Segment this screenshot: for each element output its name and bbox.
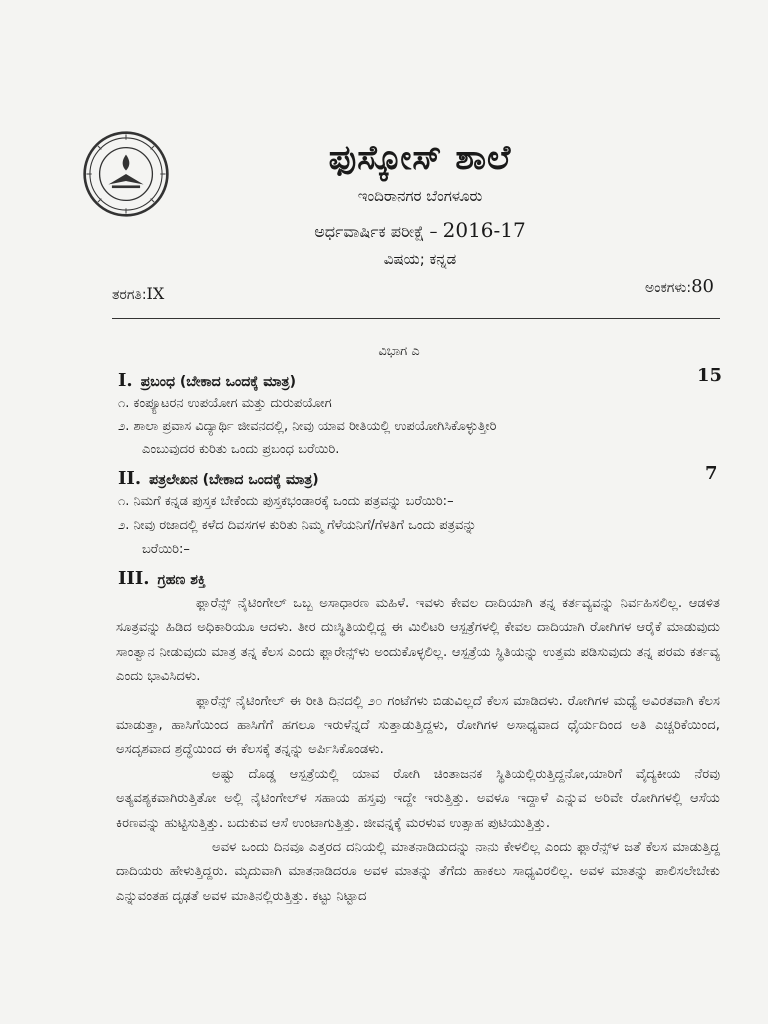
- question-number: II.: [118, 468, 142, 489]
- question-title: ಗ್ರಹಣ ಶಕ್ತಿ: [157, 572, 206, 588]
- school-seal-icon: [82, 130, 170, 218]
- passage-paragraph: ಫ್ಲಾರೆನ್ಸ್ ನೈಟಿಂಗೇಲ್ ಈ ರೀತಿ ದಿನದಲ್ಲಿ ೨೦ ಗಂಟೆಗಳು ಬಿಡುವಿಲ್ಲದೆ ಕೆಲಸ ಮಾಡಿದಳು. ರೋಗಿಗಳ ಮಧ್ಯೆ ಅವಿರತವಾಗಿ ಕೆಲಸ ಮಾಡುತ್ತಾ, ಹಾಸಿಗೆಯಿಂದ ಹಾಸಿಗೆಗೆ ಹಗಲೂ ಇರುಳೆನ್ನದೆ ಸುತ್ತಾಡುತ್ತಿದ್ದಳು, ರೋಗಿಗಳ ಅಸಾಧ್ಯವಾದ ಧೈರ್ಯದಿಂದ ಅತಿ ಎಚ್ಚರಿಕೆಯಿಂದ, ಅಸದೃಶವಾದ ಶ್ರದ್ಧೆಯಿಂದ ಈ ಕೆಲಸಕ್ಕೆ ತನ್ನನ್ನು ಅರ್ಪಿಸಿಕೊಂಡಳು.: [116, 693, 720, 758]
- class-label: ತರಗತಿ:: [112, 287, 147, 303]
- question-2-heading: [118, 468, 319, 489]
- question-number: I.: [118, 370, 133, 391]
- question-title: ಪತ್ರಲೇಖನ (ಬೇಕಾದ ಒಂದಕ್ಕೆ ಮಾತ್ರ): [149, 472, 319, 488]
- question-1-marks: 15: [697, 365, 723, 386]
- marks-value: 80: [691, 276, 714, 297]
- class-value: IX: [146, 284, 165, 303]
- school-name: ಫುಸ್ಕೋಸ್ ಶಾಲೆ: [328, 138, 512, 178]
- class-info: [112, 284, 164, 303]
- passage-paragraph: ಫ್ಲಾರೆನ್ಸ್ ನೈಟಿಂಗೇಲ್ ಒಬ್ಬ ಅಸಾಧಾರಣ ಮಹಿಳೆ. ಇವಳು ಕೇವಲ ದಾದಿಯಾಗಿ ತನ್ನ ಕರ್ತವ್ಯವನ್ನು ನಿರ್ವಹಿಸಲಿಲ್ಲ. ಆಡಳಿತ ಸೂತ್ರವನ್ನು ಹಿಡಿದ ಅಧಿಕಾರಿಯೂ ಆದಳು. ತೀರ ದುಃಸ್ಥಿತಿಯಲ್ಲಿದ್ದ ಈ ಮಿಲಿಟರಿ ಆಸ್ಪತ್ರೆಗಳಲ್ಲಿ ಕೇವಲ ದಾದಿಯಾಗಿ ರೋಗಿಗಳ ಆರೈಕೆ ಮಾಡುವುದು ಸಾಂತ್ವಾನ ನೀಡುವುದು ಮಾತ್ರ ತನ್ನ ಕೆಲಸ ಎಂದು ಫ್ಲಾರೇನ್ಸ್‌ಳು ಅಂದುಕೊಳ್ಳಲಿಲ್ಲ. ಆಸ್ಪತ್ರೆಯ ಸ್ಥಿತಿಯನ್ನು ಉತ್ತಮ ಪಡಿಸುವುದು ತನ್ನ ಪರಮ ಕರ್ತವ್ಯ ಎಂದು ಭಾವಿಸಿದಳು.: [116, 596, 720, 685]
- question-2-marks: 7: [705, 463, 718, 484]
- list-item: ೧. ಕಂಪ್ಯೂಟರನ ಉಪಯೋಗ ಮತ್ತು ದುರುಪಯೋಗ: [118, 396, 332, 411]
- exam-name: ಅರ್ಧವಾರ್ಷಿಕ ಪರೀಕ್ಷೆ –: [314, 222, 438, 241]
- passage-paragraph: ಅವಳ ಒಂದು ದಿನವೂ ಎತ್ತರದ ದನಿಯಲ್ಲಿ ಮಾತನಾಡಿದುದನ್ನು ನಾನು ಕೇಳಲಿಲ್ಲ ಎಂದು ಫ್ಲಾರೆನ್ಸ್‌ಳ ಜತೆ ಕೆಲಸ ಮಾಡುತ್ತಿದ್ದ ದಾದಿಯರು ಹೇಳುತ್ತಿದ್ದರು. ಮೃದುವಾಗಿ ಮಾತನಾಡಿದರೂ ಅವಳ ಮಾತನ್ನು ತೆಗೆದು ಹಾಕಲು ಸಾಧ್ಯವಿರಲಿಲ್ಲ. ಅವಳ ಮಾತನ್ನು ಪಾಲಿಸಲೇಬೇಕು ಎನ್ನುವಂತಹ ದೃಢತೆ ಅವಳ ಮಾತಿನಲ್ಲಿರುತ್ತಿತ್ತು. ಕಟ್ಟು ನಿಟ್ಟಾದ: [116, 840, 720, 904]
- list-item: ೨. ಶಾಲಾ ಪ್ರವಾಸ ವಿದ್ಯಾರ್ಥಿ ಜೀವನದಲ್ಲಿ, ನೀವು ಯಾವ ರೀತಿಯಲ್ಲಿ ಉಪಯೋಗಿಸಿಕೊಳ್ಳುತ್ತೀರಿ: [118, 419, 497, 434]
- list-item: ಬರೆಯಿರಿ:–: [142, 542, 190, 557]
- exam-title: [200, 218, 640, 242]
- list-item: ಎಂಬುವುದರ ಕುರಿತು ಒಂದು ಪ್ರಬಂಧ ಬರೆಯಿರಿ.: [142, 442, 340, 457]
- passage-paragraph: ಅಷ್ಟು ದೊಡ್ಡ ಆಸ್ಪತ್ರೆಯಲ್ಲಿ ಯಾವ ರೋಗಿ ಚಿಂತಾಜನಕ ಸ್ಥಿತಿಯಲ್ಲಿರುತ್ತಿದ್ದನೋ,ಯಾರಿಗೆ ವೈದ್ಯಕೀಯ ನೆರವು ಅತ್ಯವಶ್ಯಕವಾಗಿರುತ್ತಿತೋ ಅಲ್ಲಿ ನೈಟಿಂಗೇಲ್‌ಳ ಸಹಾಯ ಹಸ್ತವು ಇದ್ದೇ ಇರುತ್ತಿತ್ತು. ಅವಳೂ ಇದ್ದಾಳೆ ಎನ್ನುವ ಅರಿವೇ ರೋಗಿಗಳಲ್ಲಿ ಆಸೆಯ ಕಿರಣವನ್ನು ಹುಟ್ಟಿಸುತ್ತಿತ್ತು. ಬದುಕುವ ಆಸೆ ಉಂಟಾಗುತ್ತಿತ್ತು. ಜೀವನ್ನಕ್ಕೆ ಮರಳುವ ಉತ್ಸಾಹ ಪುಟಿಯುತ್ತಿತ್ತು.: [116, 766, 720, 831]
- marks-info: [645, 276, 714, 297]
- marks-label: ಅಂಕಗಳು:: [645, 280, 692, 296]
- list-item: ೨. ನೀವು ರಜಾದಲ್ಲಿ ಕಳೆದ ದಿವಸಗಳ ಕುರಿತು ನಿಮ್ಮ ಗೆಳೆಯನಿಗೆ/ಗೆಳತಿಗೆ ಒಂದು ಪತ್ರವನ್ನು: [118, 518, 477, 533]
- exam-year: 2016-17: [442, 218, 526, 242]
- school-location: ಇಂದಿರಾನಗರ ಬೆಂಗಳೂರು: [357, 187, 483, 205]
- question-3-heading: [118, 568, 206, 589]
- header-divider: [112, 318, 720, 319]
- subject-line: ವಿಷಯ; ಕನ್ನಡ: [383, 250, 457, 268]
- section-title: ವಿಭಾಗ ಎ: [378, 344, 420, 359]
- question-number: III.: [118, 568, 150, 589]
- question-title: ಪ್ರಬಂಧ (ಬೇಕಾದ ಒಂದಕ್ಕೆ ಮಾತ್ರ): [140, 374, 296, 390]
- list-item: ೧. ನಿಮಗೆ ಕನ್ನಡ ಪುಸ್ತಕ ಬೇಕೆಂದು ಪುಸ್ತಕಭಂಡಾರಕ್ಕೆ ಒಂದು ಪತ್ರವನ್ನು ಬರೆಯಿರಿ:–: [118, 494, 454, 509]
- question-1-heading: [118, 370, 296, 391]
- comprehension-passage: [116, 592, 720, 909]
